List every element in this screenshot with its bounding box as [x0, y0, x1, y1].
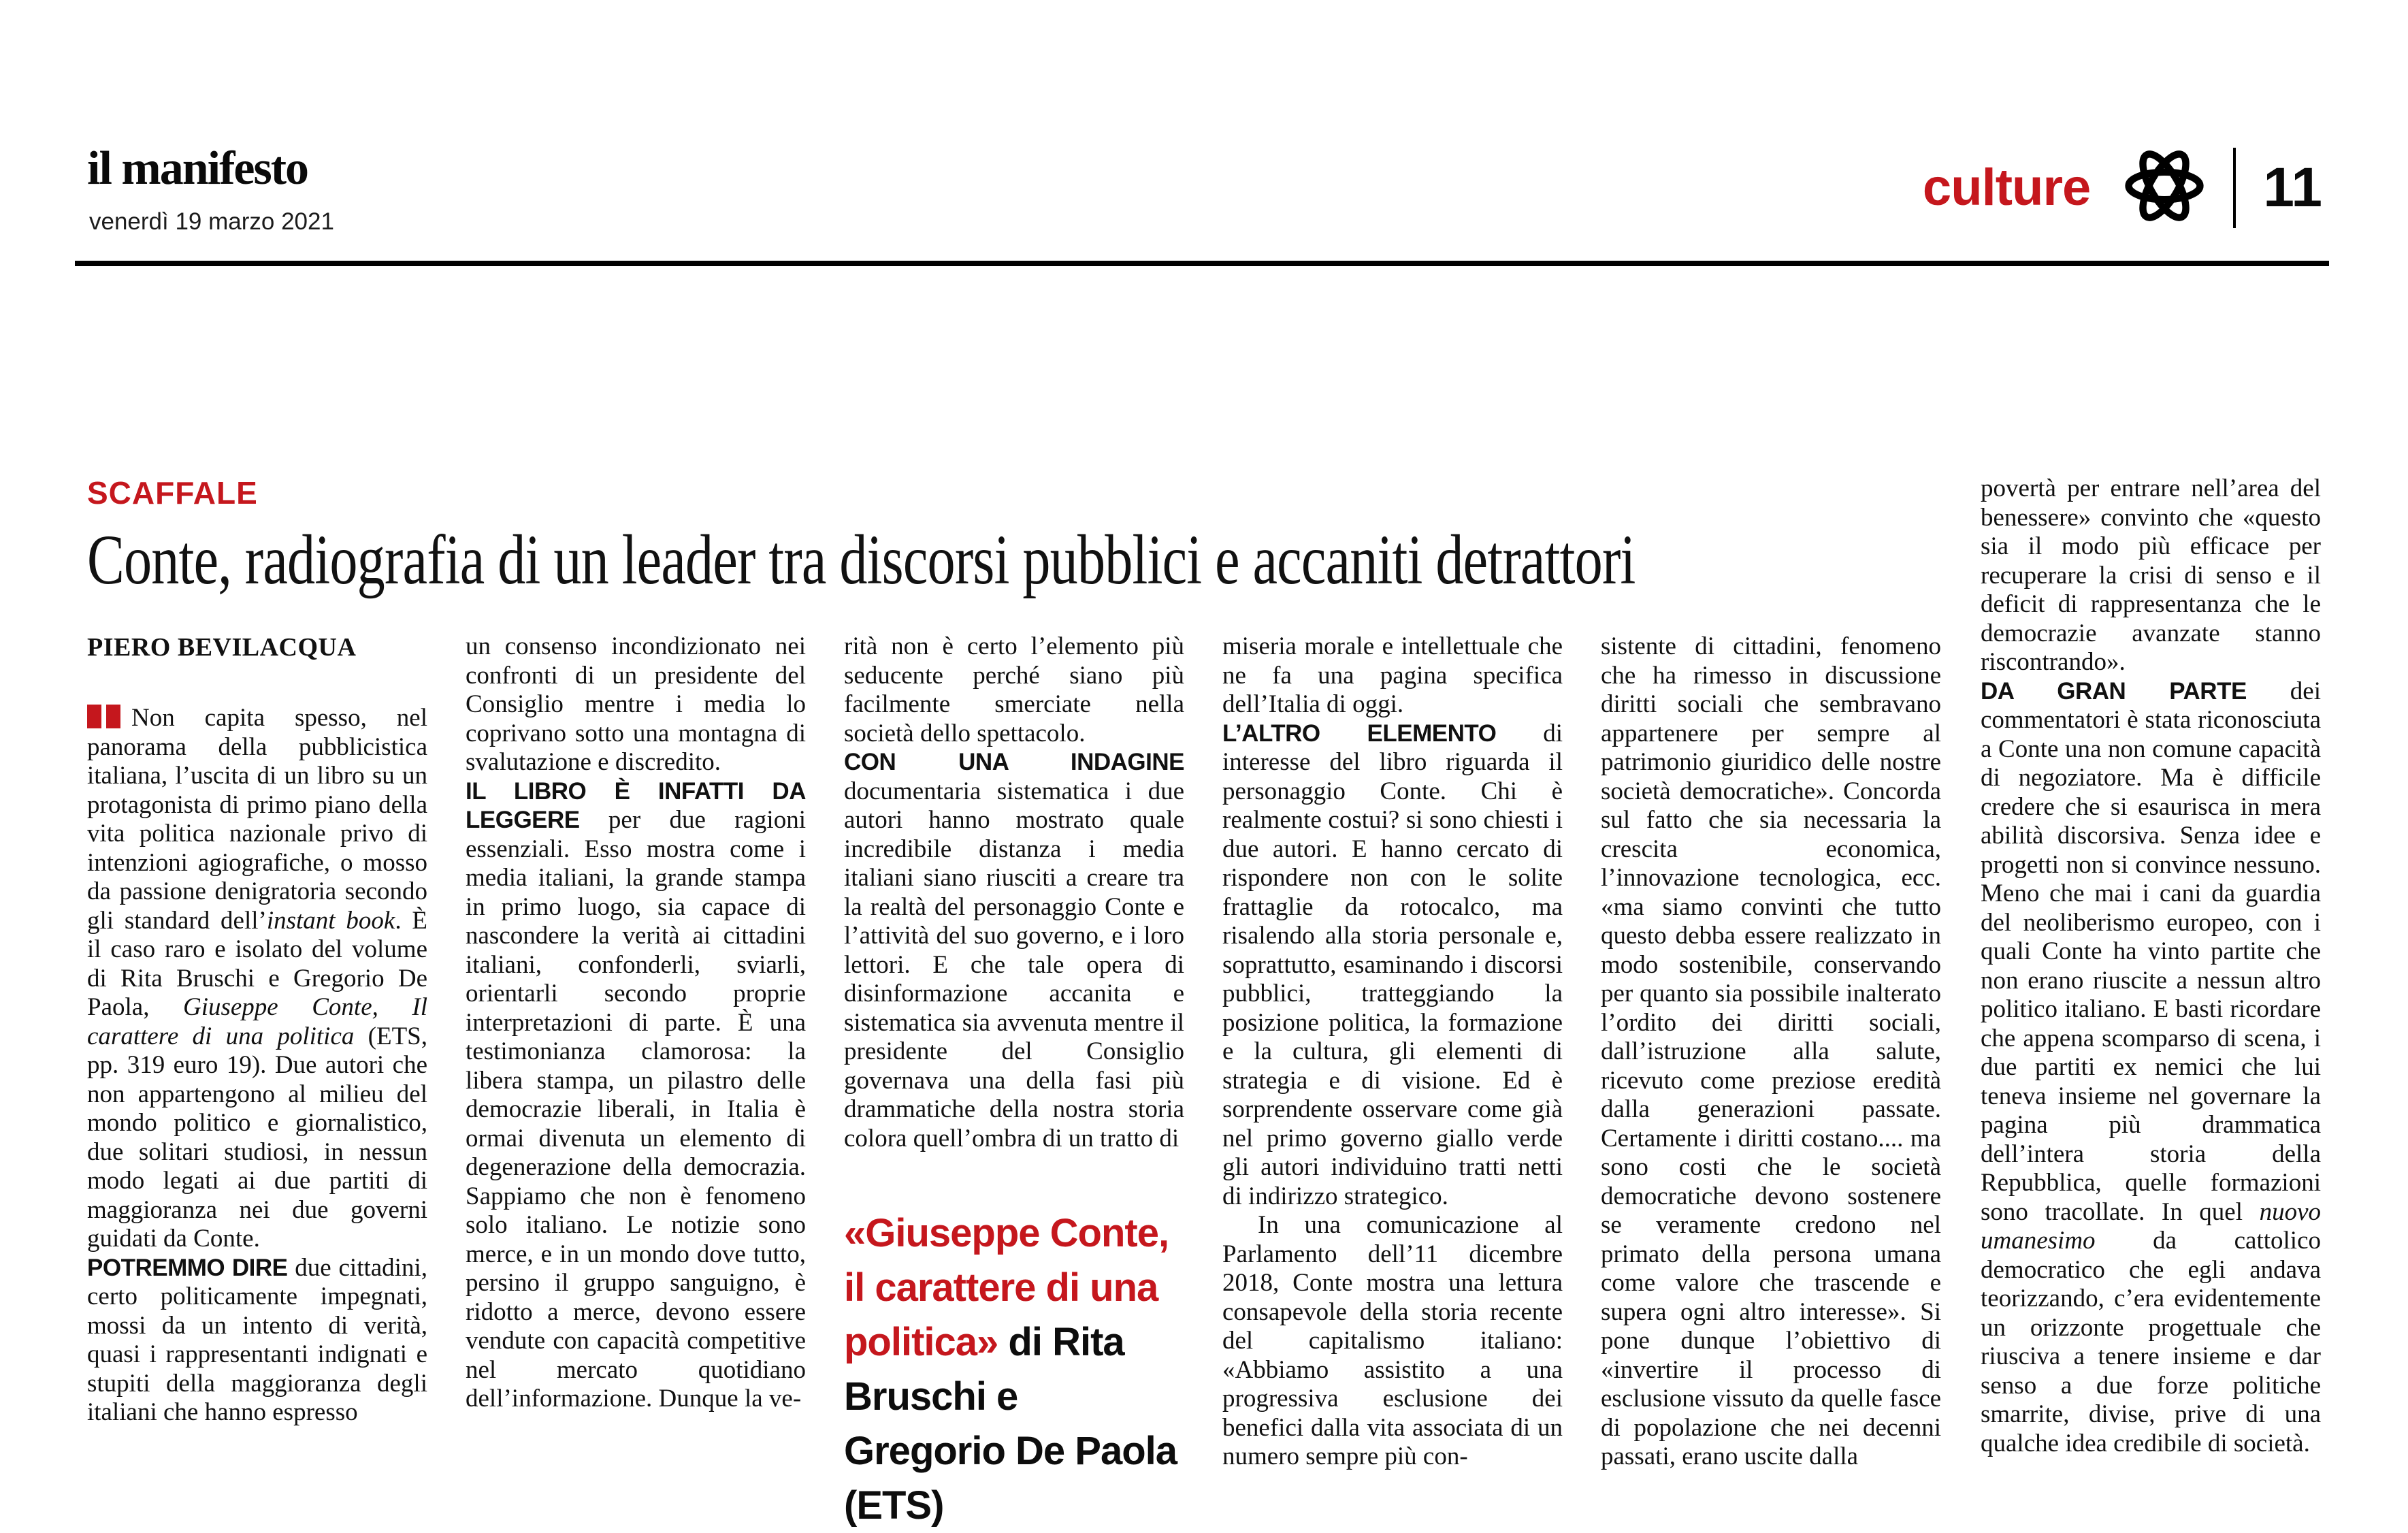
paragraph-text: nuovo umanesimo	[1981, 1197, 2321, 1255]
paragraph-text: documentaria sistematica i due autori hanno mostrato quale incredibile distanza i media italiani siano riusciti a creare tra la realtà del personaggio Conte e l’attività del suo governo, e i loro lettori. E che tale opera di disinformazione accanita e sistematica sia avvenuta mentre il presidente del Consiglio governava una della fasi più drammatiche della nostra storia colora quell’ombra di un tratto di	[844, 777, 1184, 1152]
paragraph-text: Giuseppe Conte, Il carattere di una politica	[87, 993, 428, 1050]
article-column-4	[1222, 632, 1563, 1533]
paragraph-text: di interesse del libro riguarda il personaggio Conte. Chi è realmente costui? si sono chiesti i due autori. E hanno cercato di rispondere non con le solite frattaglie da rotocalco, ma risalendo alla storia personale e, soprattutto, esaminando i discorsi pubblici, tratteggiando la posizione politica, la formazione e la cultura, gli elementi di strategia e di visione. Ed è sorprendente osservare come già nel primo governo giallo verde gli autori individuino tratti netti di indirizzo strategico.	[1222, 719, 1563, 1210]
paragraph-text: dei commentatori è stata riconosciuta a Conte una non comune capacità di negoziatore. Ma è difficile credere che si esaurisca in mera abilità discorsiva. Senza idee e progetti non si convince nessuno. Meno che mai i cani da guardia del neoliberismo europeo, con i quali Conte ha vinto partite che non erano riuscite a nessun altro politico italiano. E basti ricordare che appena scomparso di scena, i due partiti ex nemici che lui teneva insieme nel governare la pagina più drammatica dell’intera storia della Repubblica, quelle formazioni sono tracollate. In quel	[1981, 677, 2321, 1226]
paragraph-lead-in: L’ALTRO ELEMENTO	[1222, 720, 1544, 747]
article-paragraph	[466, 632, 806, 777]
paragraph-text: rità non è certo l’elemento più seducente perché siano più facilmente smerciate nella società dello spettacolo.	[844, 632, 1184, 747]
masthead-logo: il manifesto	[87, 142, 308, 195]
section-header	[1923, 144, 2322, 231]
paragraph-text: . È il caso raro e isolato del volume di Rita Bruschi e Gregorio De Paola,	[87, 906, 427, 1021]
section-label: culture	[1922, 159, 2091, 216]
masthead-date: venerdì 19 marzo 2021	[89, 208, 334, 235]
paragraph-text: povertà per entrare nell’area del benessere» convinto che «questo sia il modo più efficace per recuperare la crisi di senso e il deficit di rappresentanza che le democrazie avanzate stanno riscontrando».	[1981, 474, 2321, 676]
paragraph-text: instant book	[266, 906, 395, 935]
header-vertical-divider	[2233, 148, 2236, 228]
article-column-1	[87, 632, 427, 1533]
paragraph-text: sistente di cittadini, fenomeno che ha rimesso in discussione diritti sociali che sembravano appartenere per sempre al patrimonio giuridico delle nostre società democratiche». Concorda sul fatto che sia necessaria la crescita economica, l’innovazione tecnologica, ecc. «ma siamo convinti che tutto questo debba essere realizzato in modo sostenibile, conservando per quanto sia possibile inalterato l’ordito dei diritti sociali, dall’istruzione alla salute, ricevuto come preziose eredità dalla generazioni passate. Certamente i diritti costano.... ma sono costi che le società democratiche devono sostenere se veramente credono nel primato della persona umana come valore che trascende e supera ogni altro interesse». Si pone dunque l’obiettivo di «invertire il processo di esclusione vissuto da quelle fasce di popolazione che nei decenni passati, erano uscite dalla	[1601, 632, 1941, 1470]
paragraph-start-marker	[87, 702, 120, 733]
pull-quote-authors: di Rita Bruschi e Gregorio De Paola (ETS)	[844, 1320, 1177, 1528]
kicker: SCAFFALE	[87, 475, 258, 511]
columns-row	[87, 632, 1941, 1533]
paragraph-lead-in: CON UNA INDAGINE	[844, 749, 1184, 775]
paragraph-text: per due ragioni essenziali. Esso mostra come i media italiani, la grande stampa in primo luogo, sia capace di nascondere la verità ai cittadini italiani, confonderli, sviarli, orientarli secondo proprie interpretazioni di parte. È una testimonianza clamorosa: la libera stampa, un pilastro delle democrazie liberali, in Italia è ormai divenuta un elemento di degenerazione della democrazia. Sappiamo che non è fenomeno solo italiano. Le notizie sono merce, e in un mondo dove tutto, persino il gruppo sanguigno, è ridotto a merce, devono essere vendute con capacità competitive nel mercato quotidiano dell’informazione. Dunque la ve-	[466, 806, 806, 1413]
paragraph-lead-in: DA GRAN PARTE	[1981, 677, 2290, 705]
article-paragraph	[1222, 720, 1563, 1212]
paragraph-text: (ETS, pp. 319 euro 19). Due autori che non appartengono al milieu del mondo politico e giornalistico, due solitari studiosi, in nessun modo legati ai due partiti di maggioranza nei due governi guidati da Conte.	[87, 1022, 427, 1253]
article-paragraph	[1981, 474, 2321, 677]
paragraph-text: due cittadini, certo politicamente impegnati, mossi da un intento di verità, quasi i rappresentanti indignati e stupiti della maggioranza degli italiani che hanno espresso	[87, 1253, 427, 1426]
article-column-3	[844, 632, 1184, 1533]
article-paragraph	[87, 1254, 427, 1427]
paragraph-text: da cattolico democratico che egli andava teorizzando, c’era evidentemente un orizzonte progettuale che riusciva a tenere insieme e dar senso a due forze politiche smarrite, divise, prive di una qualche idea credibile di società.	[1981, 1227, 2321, 1457]
article-column-6	[1981, 474, 2321, 1533]
article-column-5	[1601, 632, 1941, 1533]
article-paragraph	[844, 748, 1184, 1153]
page-number: 11	[2263, 156, 2322, 219]
article-paragraph	[466, 777, 806, 1414]
paragraph-lead-in: POTREMMO DIRE	[87, 1254, 295, 1281]
article-paragraph	[1222, 1211, 1563, 1472]
article-paragraph	[1981, 677, 2321, 1459]
article-column-2	[466, 632, 806, 1533]
byline: PIERO BEVILACQUA	[87, 633, 357, 662]
headline: Conte, radiografia di un leader tra discorsi pubblici e accaniti detrattori	[87, 521, 1636, 599]
article-paragraph	[1222, 632, 1563, 720]
paragraph-text: un consenso incondizionato nei confronti di un presidente del Consiglio mentre i media lo coprivano sotto una montagna di svalutazione e discredito.	[466, 632, 806, 776]
pull-quote	[844, 1206, 1184, 1533]
article-paragraph	[87, 702, 427, 1254]
paragraph-text: In una comunicazione al Parlamento dell’11 dicembre 2018, Conte mostra una lettura consapevole della storia recente del capitalismo italiano: «Abbiamo assistito a una progressiva esclusione dei benefici dalla vita associata di un numero sempre più con-	[1222, 1211, 1563, 1470]
paragraph-text: Non capita spesso, nel panorama della pubblicistica italiana, l’uscita di un libro su un protagonista di primo piano della vita politica nazionale privo di intenzioni agiografiche, o mosso da passione denigratoria secondo gli standard dell’	[87, 704, 427, 935]
pull-quote-book-title: «Giuseppe Conte, il carattere di una politica»	[844, 1211, 1169, 1364]
paragraph-text: miseria morale e intellettuale che ne fa una pagina specifica dell’Italia di oggi.	[1222, 632, 1563, 718]
article-paragraph	[844, 632, 1184, 748]
atom-icon	[2123, 144, 2206, 231]
article	[87, 474, 2321, 1533]
header-rule	[75, 261, 2329, 266]
article-paragraph	[1601, 632, 1941, 1472]
paragraph-lead-in: IL LIBRO È INFATTI DA LEGGERE	[466, 777, 806, 833]
